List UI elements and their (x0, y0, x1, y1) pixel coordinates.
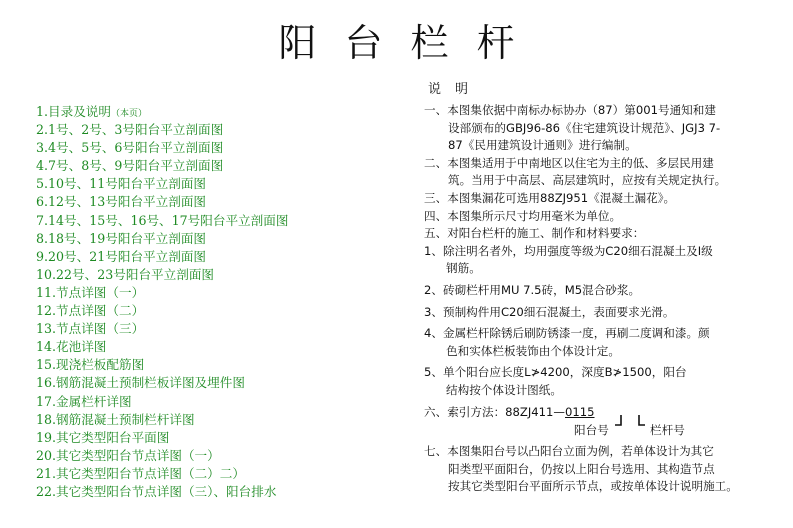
notes-heading: 说明 (428, 82, 483, 97)
toc-item: 15.现浇栏板配筋图 (36, 357, 145, 373)
table-of-contents (36, 103, 416, 501)
toc-item: 14.花池详图 (36, 339, 107, 355)
toc-item: 11.节点详图（一） (36, 284, 145, 300)
toc-item: 19.其它类型阳台平面图 (36, 429, 170, 445)
toc-item: 16.钢筋混凝土预制栏板详图及埋件图 (36, 375, 245, 391)
toc-item: 18.钢筋混凝土预制栏杆详图 (36, 411, 195, 427)
note-line: 4、金属栏杆除锈后刷防锈漆一度，再刷二度调和漆。颜 (424, 326, 710, 341)
bracket-right-icon (638, 415, 646, 428)
index-method-labels (424, 421, 784, 443)
note-line: 钢筋。 (446, 261, 481, 276)
note-line: 87《民用建筑设计通则》进行编制。 (448, 138, 637, 153)
note-line: 一、本图集依据中南标办标协办（87）第001号通知和建 (424, 103, 716, 117)
note-line: 按其它类型阳台平面所示节点，或按单体设计说明施工。 (448, 479, 738, 494)
toc-item: 4.7号、8号、9号阳台平立剖面图 (36, 158, 224, 174)
note-line: 5、单个阳台应长度L≯4200，深度B≯1500，阳台 (424, 365, 687, 380)
toc-note: （本页） (111, 109, 148, 119)
note-line: 阳类型平面阳台，仍按以上阳台号选用、其构造节点 (448, 461, 715, 476)
notes-section (424, 78, 784, 496)
toc-item: 2.1号、2号、3号阳台平立剖面图 (36, 122, 224, 138)
index-method-code: 0115 (565, 404, 595, 419)
note-line: 色和实体栏板装饰由个体设计定。 (446, 343, 620, 358)
toc-item: 12.节点详图（二） (36, 303, 145, 319)
note-line: 七、本图集阳台号以凸阳台立面为例，若单体设计为其它 (424, 444, 714, 459)
toc-item: 20.其它类型阳台节点详图（一） (36, 447, 220, 463)
railing-number-label: 栏杆号 (650, 423, 685, 438)
balcony-number-label: 阳台号 (574, 423, 609, 438)
note-line: 筑。当用于中高层、高层建筑时，应按有关规定执行。 (448, 173, 727, 188)
toc-item: 13.节点详图（三） (36, 321, 145, 337)
toc-item: 10.22号、23号阳台平立剖面图 (36, 266, 215, 282)
index-method-prefix: 六、索引方法：88ZJ411— (424, 404, 565, 419)
note-line: 三、本图集漏花可选用88ZJ951《混凝土漏花》。 (424, 190, 676, 205)
toc-item: 8.18号、19号阳台平立剖面图 (36, 230, 207, 246)
toc-item: 9.20号、21号阳台平立剖面图 (36, 248, 207, 264)
index-method-line (424, 404, 784, 422)
note-line: 二、本图集适用于中南地区以住宅为主的低、多层民用建 (424, 155, 714, 170)
toc-item: 3.4号、5号、6号阳台平立剖面图 (36, 140, 224, 156)
note-line: 3、预制构件用C20细石混凝土，表面要求光滑。 (424, 304, 675, 319)
note-line: 结构按个体设计图纸。 (446, 382, 562, 397)
note-line: 1、除注明名者外，均用强度等级为C20细石混凝土及Ⅰ级 (424, 243, 713, 258)
note-line: 设部颁布的GBJ96-86《住宅建筑设计规范》、JGJ3 7- (448, 120, 721, 135)
note-line: 2、砖砌栏杆用MU 7.5砖，M5混合砂浆。 (424, 282, 641, 297)
toc-item: 6.12号、13号阳台平立剖面图 (36, 194, 207, 210)
toc-item: 5.10号、11号阳台平立剖面图 (36, 176, 207, 192)
toc-item: 22.其它类型阳台节点详图（三）、阳台排水 (36, 483, 277, 499)
toc-item: 17.金属栏杆详图 (36, 393, 132, 409)
toc-item: 7.14号、15号、16号、17号阳台平立剖面图 (36, 212, 289, 228)
bracket-left-icon (614, 415, 622, 428)
note-line: 四、本图集所示尺寸均用毫米为单位。 (424, 208, 622, 223)
toc-item: 21.其它类型阳台节点详图（二）二） (36, 465, 245, 481)
note-line: 五、对阳台栏杆的施工、制作和材料要求： (424, 226, 645, 241)
toc-item: 1.目录及说明（本页） (36, 104, 148, 119)
page-title: 阳台栏杆 (278, 21, 543, 65)
